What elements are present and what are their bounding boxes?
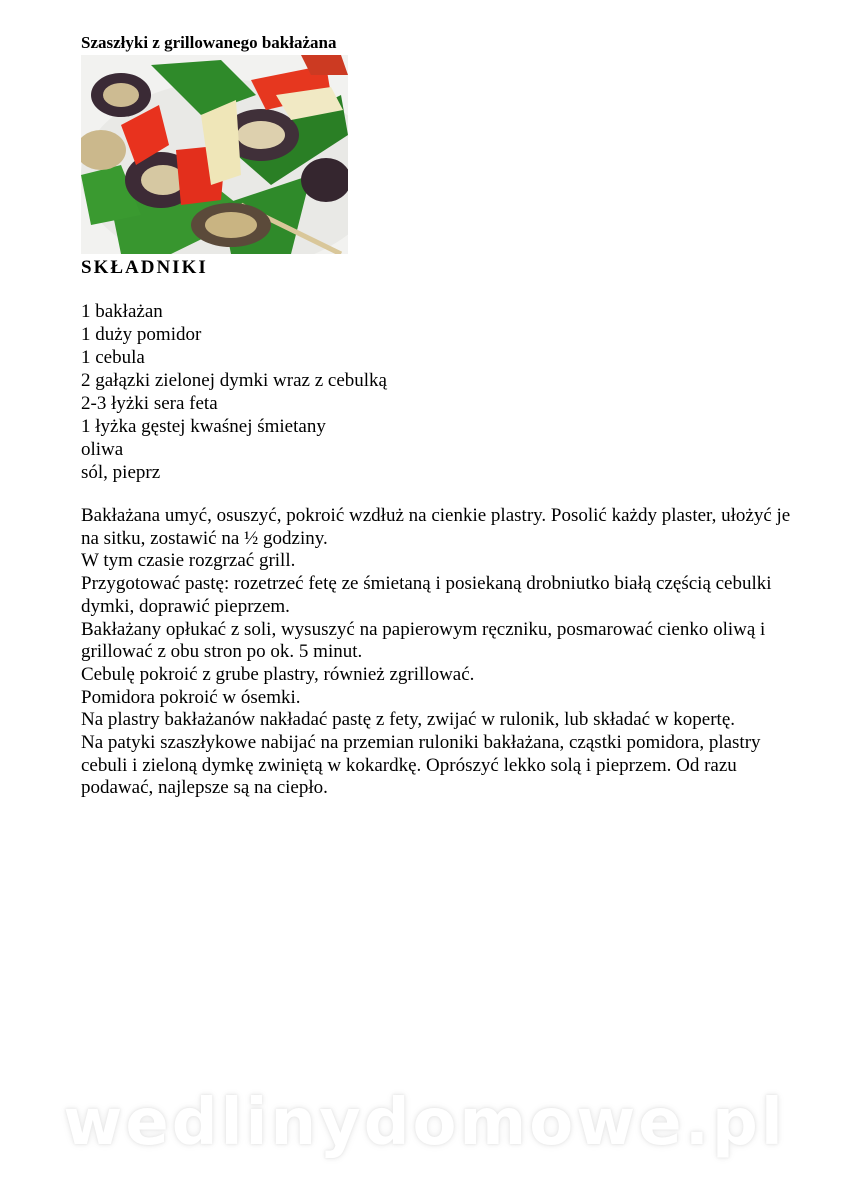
preparation-steps (81, 505, 801, 800)
step-paragraph: Cebulę pokroić z grube plastry, również zgrillować. (81, 663, 475, 685)
list-item: 1 łyżka gęstej kwaśnej śmietany (81, 416, 326, 437)
step-paragraph: Bakłażany opłukać z soli, wysuszyć na papierowym ręczniku, posmarować cienko oliwą i grillować z obu stron po ok. 5 minut. (81, 618, 766, 663)
list-item: sól, pieprz (81, 462, 161, 483)
ingredients-list (81, 300, 387, 484)
list-item: 1 bakłażan (81, 301, 163, 322)
watermark: wedlinydomowe.pl (63, 1086, 786, 1160)
ingredients-heading: SKŁADNIKI (81, 257, 208, 278)
step-paragraph: W tym czasie rozgrzać grill. (81, 550, 296, 572)
list-item: 2-3 łyżki sera feta (81, 393, 218, 414)
step-paragraph: Bakłażana umyć, osuszyć, pokroić wzdłuż na cienkie plastry. Posolić każdy plaster, ułożyć je na sitku, zostawić na ½ godziny. (81, 505, 791, 549)
list-item: 1 cebula (81, 347, 145, 368)
step-paragraph: Na plastry bakłażanów nakładać pastę z fety, zwijać w rulonik, lub składać w kopertę. (81, 709, 736, 731)
list-item: oliwa (81, 439, 124, 460)
step-paragraph: Na patyki szaszłykowe nabijać na przemian ruloniki bakłażana, cząstki pomidora, plastry cebuli i zieloną dymkę zwiniętą w kokardkę. Oprószyć lekko solą i pieprzem. Od razu podawać, najlepsze są na ciepło. (81, 732, 761, 799)
step-paragraph: Pomidora pokroić w ósemki. (81, 686, 301, 708)
list-item: 2 gałązki zielonej dymki wraz z cebulką (81, 370, 387, 391)
recipe-title: Szaszłyki z grillowanego bakłażana (81, 33, 337, 52)
step-paragraph: Przygotować pastę: rozetrzeć fetę ze śmietaną i posiekaną drobniutko białą częścią cebulki dymki, doprawić pieprzem. (81, 573, 772, 617)
eggplant-skewers-photo (81, 55, 348, 254)
list-item: 1 duży pomidor (81, 324, 202, 345)
